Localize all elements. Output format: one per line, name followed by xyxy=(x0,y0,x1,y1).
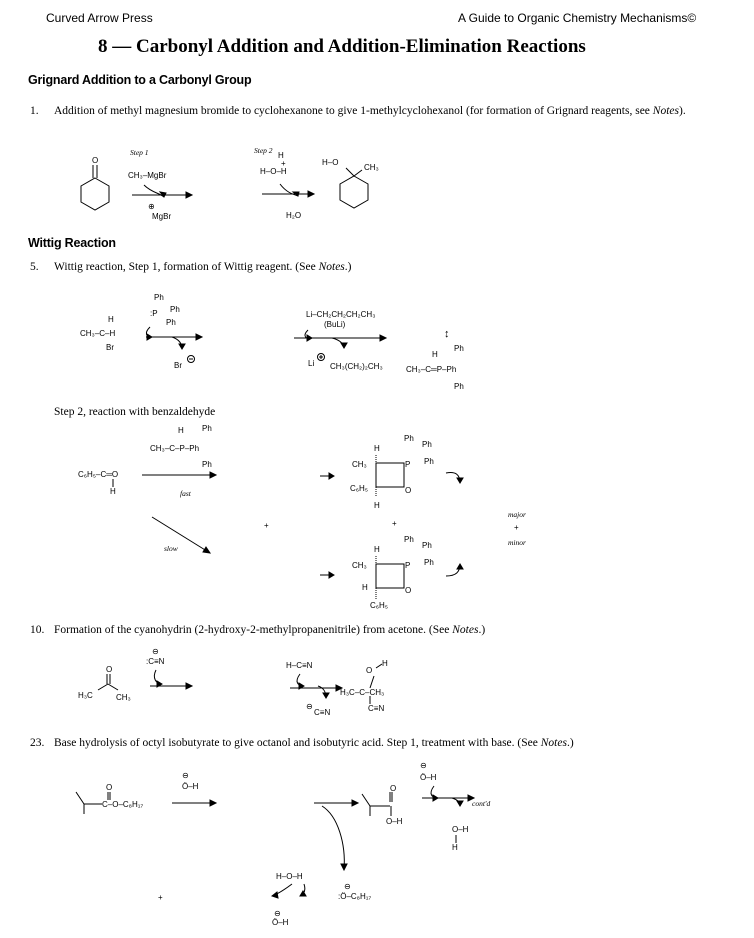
minor-oxaphosphetane-ring xyxy=(370,556,410,606)
grignard-text-prefix: Addition of methyl magnesium bromide to cyclohexanone to give 1-methylcyclohexanol (for formation of Grignard reagents, see xyxy=(54,105,653,117)
ylide-structure: CH₃–C═P–Ph xyxy=(406,365,457,374)
page-title: 8 — Carbonyl Addition and Addition-Elimination Reactions xyxy=(98,36,586,57)
wittig-deprotonation-arrow xyxy=(292,326,392,352)
hydrolysis-text-suffix: .) xyxy=(566,737,574,749)
grignard-reagent: CH₃–MgBr xyxy=(128,171,167,180)
hydroxide-bottom-charge: ⊖ xyxy=(274,909,281,918)
cyclohexanone-o: O xyxy=(92,156,99,165)
water-bond xyxy=(454,835,458,843)
ester-o: O xyxy=(106,783,113,792)
methylcyclohexanol-structure xyxy=(336,168,386,218)
cyanohydrin-text-prefix: Formation of the cyanohydrin (2-hydroxy-2-methylpropanenitrile) from acetone. (See xyxy=(54,624,453,636)
minor-label: minor xyxy=(508,538,526,547)
major-oxaphosphetane-ring xyxy=(370,455,410,505)
fast-label: fast xyxy=(180,489,191,498)
acetone-ch3: CH₃ xyxy=(116,693,131,702)
major-exit-arrow xyxy=(444,469,468,489)
hydroxide2-charge: ⊖ xyxy=(420,761,427,770)
major-ch3: CH₃ xyxy=(352,460,367,469)
ylide2-h: H xyxy=(178,426,184,435)
bromide-minus-charge xyxy=(186,354,196,364)
major-minor-plus: + xyxy=(514,523,519,532)
acid-o: O xyxy=(390,784,397,793)
major-c6h5: C₆H₅ xyxy=(350,484,369,493)
wittig-notes-link[interactable]: Notes xyxy=(318,261,345,273)
major-label: major xyxy=(508,510,526,519)
cyanohydrin-o: O xyxy=(366,666,373,675)
cyanohydrin-description xyxy=(54,623,729,638)
wittig-number: 5. xyxy=(30,261,39,273)
wittig-step2-heading: Step 2, reaction with benzaldehyde xyxy=(54,406,216,418)
wittig-text-prefix: Wittig reaction, Step 1, formation of Wittig reagent. (See xyxy=(54,261,319,273)
wittig-slow-arrow xyxy=(150,515,214,557)
minor-p: P xyxy=(405,561,411,570)
major-h-top: H xyxy=(374,444,380,453)
water-bottom: H–O–H xyxy=(276,872,303,881)
cyclohexanone-structure xyxy=(74,160,124,220)
resonance-arrow: ↕ xyxy=(444,328,450,340)
acid-oh: O–H xyxy=(386,817,403,826)
minor-exit-arrow xyxy=(444,562,468,582)
hydrolysis-down-arrow xyxy=(318,804,354,874)
minor-ph-1: Ph xyxy=(404,535,414,544)
acetone-h3c: H₃C xyxy=(78,691,93,700)
cyanohydrin-core: H₃C–C–CH₃ xyxy=(340,688,385,697)
alkoxide-charge: ⊖ xyxy=(344,882,351,891)
grignard-text-suffix: ). xyxy=(679,105,686,117)
ylide-h: H xyxy=(432,350,438,359)
minor-c6h5: C₆H₅ xyxy=(370,601,389,610)
publisher-name: Curved Arrow Press xyxy=(46,11,153,25)
lithium-cation: Li xyxy=(308,359,315,368)
ester-chain: C–O–C₈H₁₇ xyxy=(102,800,144,809)
hydroxide-bottom: Ö–H xyxy=(272,918,289,927)
ethylbromide-h: H xyxy=(108,315,114,324)
ylide2-ph-top: Ph xyxy=(202,424,212,433)
cyanide-charge: ⊖ xyxy=(152,647,159,656)
wittig-text-suffix: .) xyxy=(344,261,352,273)
slow-label: slow xyxy=(164,544,178,553)
hydrolysis-description xyxy=(54,736,729,751)
major-ph-1: Ph xyxy=(404,434,414,443)
benzaldehyde: C₆H₅–C═O xyxy=(78,470,119,479)
benzaldehyde-bond xyxy=(111,479,115,487)
wittig-plus-2: + xyxy=(392,519,397,528)
hydronium: H–O–H xyxy=(260,167,287,176)
wittig-heading: Wittig Reaction xyxy=(28,236,116,250)
hydrogen-cyanide: H–C≡N xyxy=(286,661,313,670)
product-ch3: CH₃ xyxy=(364,163,379,172)
grignard-mgbr: MgBr xyxy=(152,212,172,221)
major-ph-2: Ph xyxy=(422,440,432,449)
major-p: P xyxy=(405,460,411,469)
grignard-number: 1. xyxy=(30,105,39,117)
product-ho: H–O xyxy=(322,158,339,167)
grignard-step1-label: Step 1 xyxy=(130,148,149,157)
hydroxide2: Ö–H xyxy=(420,773,437,782)
water-plus: + xyxy=(281,159,286,168)
hydrolysis-number: 23. xyxy=(30,737,45,749)
water-h: H xyxy=(452,843,458,852)
grignard-plus-charge: ⊕ xyxy=(148,202,155,211)
cyanohydrin-bonds xyxy=(366,664,396,708)
butyllithium-abbrev: (BuLi) xyxy=(324,320,346,329)
grignard-heading: Grignard Addition to a Carbonyl Group xyxy=(28,73,252,87)
grignard-notes-link[interactable]: Notes xyxy=(652,105,679,117)
grignard-step1-arrow xyxy=(130,183,200,205)
ethylbromide-br: Br xyxy=(106,343,114,352)
grignard-step2-arrow xyxy=(262,182,322,204)
wittig-plus-1: + xyxy=(264,521,269,530)
hydrolysis-arrow-1 xyxy=(170,796,220,810)
grignard-step2-label: Step 2 xyxy=(254,146,273,155)
bromide-anion: Br xyxy=(174,361,182,370)
cyanohydrin-arrow-1 xyxy=(146,668,196,694)
cyanohydrin-arrow-2 xyxy=(288,672,348,702)
cyanohydrin-h: H xyxy=(382,659,388,668)
continued-label: cont'd xyxy=(472,799,491,808)
minor-ph-2: Ph xyxy=(422,541,432,550)
water-oh: O–H xyxy=(452,825,469,834)
hydrolysis-arrow-4 xyxy=(264,882,324,910)
acetone-skeleton xyxy=(90,674,130,694)
minor-h-bottom: H xyxy=(362,583,368,592)
wittig-description xyxy=(54,260,729,275)
lithium-plus-charge xyxy=(316,352,326,362)
ethylbromide: CH₃–C–H xyxy=(80,329,116,338)
grignard-water: H₂O xyxy=(286,211,302,220)
butyllithium: Li–CH₂CH₂CH₂CH₃ xyxy=(306,310,376,319)
minor-ph-3: Ph xyxy=(424,558,434,567)
cyanide-ion: :C≡N xyxy=(146,657,165,666)
major-ph-3: Ph xyxy=(424,457,434,466)
ylide-ph-top: Ph xyxy=(454,344,464,353)
octyl-alkoxide: :Ö–C₈H₁₇ xyxy=(338,892,372,901)
ylide-ph-bottom: Ph xyxy=(454,382,464,391)
pph3-ph-right: Ph xyxy=(170,305,180,314)
cyanohydrin-text-suffix: .) xyxy=(478,624,486,636)
pph3-ph-top: Ph xyxy=(154,293,164,302)
hydrolysis-arrow-3 xyxy=(420,786,480,806)
water-h-top: H xyxy=(278,151,284,160)
cyanide-regenerated-charge: ⊖ xyxy=(306,702,313,711)
hydrolysis-text-prefix: Base hydrolysis of octyl isobutyrate to give octanol and isobutyric acid. Step 1, treatment with base. (See xyxy=(54,737,541,749)
hydroxide: Ö–H xyxy=(182,782,199,791)
minor-h-top: H xyxy=(374,545,380,554)
major-o: O xyxy=(405,486,412,495)
wittig-step1-arrow xyxy=(142,325,212,355)
minor-ch3: CH₃ xyxy=(352,561,367,570)
cyanohydrin-cn: C≡N xyxy=(368,704,385,713)
hydrolysis-plus: + xyxy=(158,893,163,902)
pph3-ph-bottom: Ph xyxy=(166,318,176,327)
major-h-bottom: H xyxy=(374,501,380,510)
hydrolysis-notes-link[interactable]: Notes xyxy=(540,737,567,749)
minor-entry-arrow xyxy=(318,570,338,580)
cyanohydrin-notes-link[interactable]: Notes xyxy=(452,624,479,636)
hydroxide-charge: ⊖ xyxy=(182,771,189,780)
ylide2-ph-bottom: Ph xyxy=(202,460,212,469)
major-entry-arrow xyxy=(318,471,338,481)
pph3-p: :P xyxy=(150,309,158,318)
grignard-description xyxy=(54,104,729,119)
wittig-fast-arrow xyxy=(140,466,220,480)
ylide2-structure: CH₃–C–P–Ph xyxy=(150,444,200,453)
benzaldehyde-h: H xyxy=(110,487,116,496)
cyanide-regenerated: C≡N xyxy=(314,708,331,717)
acetone-o: O xyxy=(106,665,113,674)
butane: CH₃(CH₂)₂CH₃ xyxy=(330,362,383,371)
minor-o: O xyxy=(405,586,412,595)
cyanohydrin-number: 10. xyxy=(30,624,45,636)
guide-title: A Guide to Organic Chemistry Mechanisms© xyxy=(458,11,697,25)
